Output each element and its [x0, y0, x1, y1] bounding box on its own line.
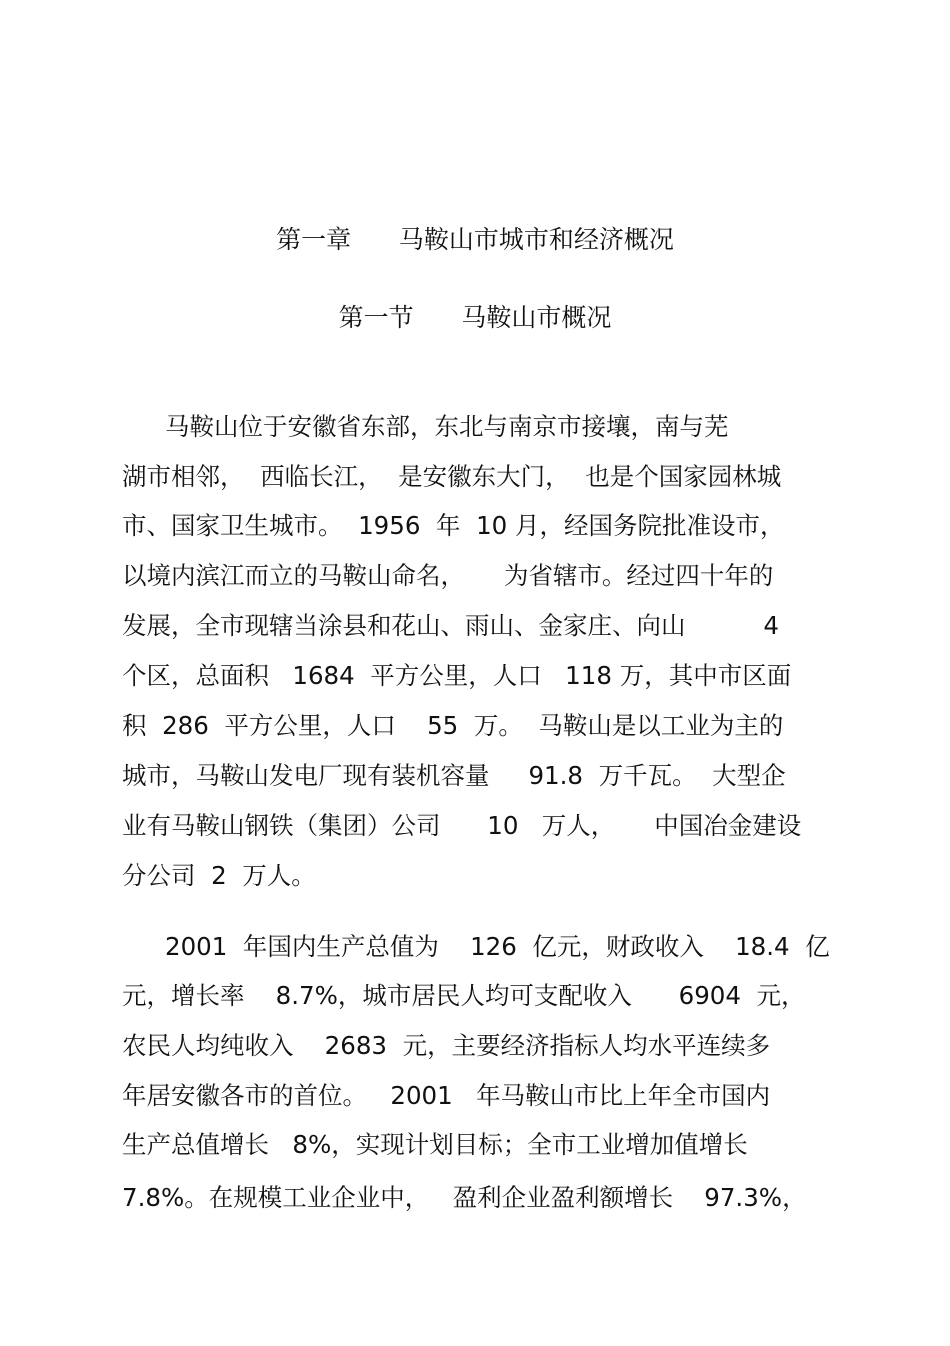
text-line: 马鞍山位于安徽省东部，东北与南京市接壤，南与芜 — [165, 412, 729, 441]
text-line: 元，增长率 8.7%，城市居民人均可支配收入 6904 元， — [122, 981, 806, 1010]
text-line: 以境内滨江而立的马鞍山命名， 为省辖市。经过四十年的 — [122, 561, 774, 590]
text-line: 2001 年国内生产总值为 126 亿元，财政收入 18.4 亿 — [165, 932, 830, 961]
text-line: 农民人均纯收入 2683 元，主要经济指标人均水平连续多 — [122, 1031, 771, 1060]
text-line: 个区，总面积 1684 平方公里，人口 118 万，其中市区面 — [122, 661, 792, 690]
text-line: 业有马鞍山钢铁（集团）公司 10 万人， 中国冶金建设 — [122, 811, 802, 840]
text-line: 市、国家卫生城市。 1956 年 10 月，经国务院批准设市， — [122, 511, 785, 540]
chapter-title: 第一章 马鞍山市城市和经济概况 — [276, 225, 674, 254]
section-title: 第一节 马鞍山市概况 — [338, 303, 612, 332]
text-line: 湖市相邻， 西临长江， 是安徽东大门， 也是个国家园林城 — [122, 462, 782, 491]
text-line: 积 286 平方公里，人口 55 万。 马鞍山是以工业为主的 — [122, 711, 784, 740]
text-line: 发展，全市现辖当涂县和花山、雨山、金家庄、向山 4 — [122, 611, 779, 640]
text-line: 年居安徽各市的首位。 2001 年马鞍山市比上年全市国内 — [122, 1081, 771, 1110]
text-line: 7.8%。在规模工业企业中， 盈利企业盈利额增长 97.3%， — [122, 1183, 807, 1212]
text-line: 城市，马鞍山发电厂现有装机容量 91.8 万千瓦。 大型企 — [122, 761, 786, 790]
text-line: 分公司 2 万人。 — [122, 861, 316, 890]
text-line: 生产总值增长 8%，实现计划目标；全市工业增加值增长 — [122, 1130, 748, 1159]
